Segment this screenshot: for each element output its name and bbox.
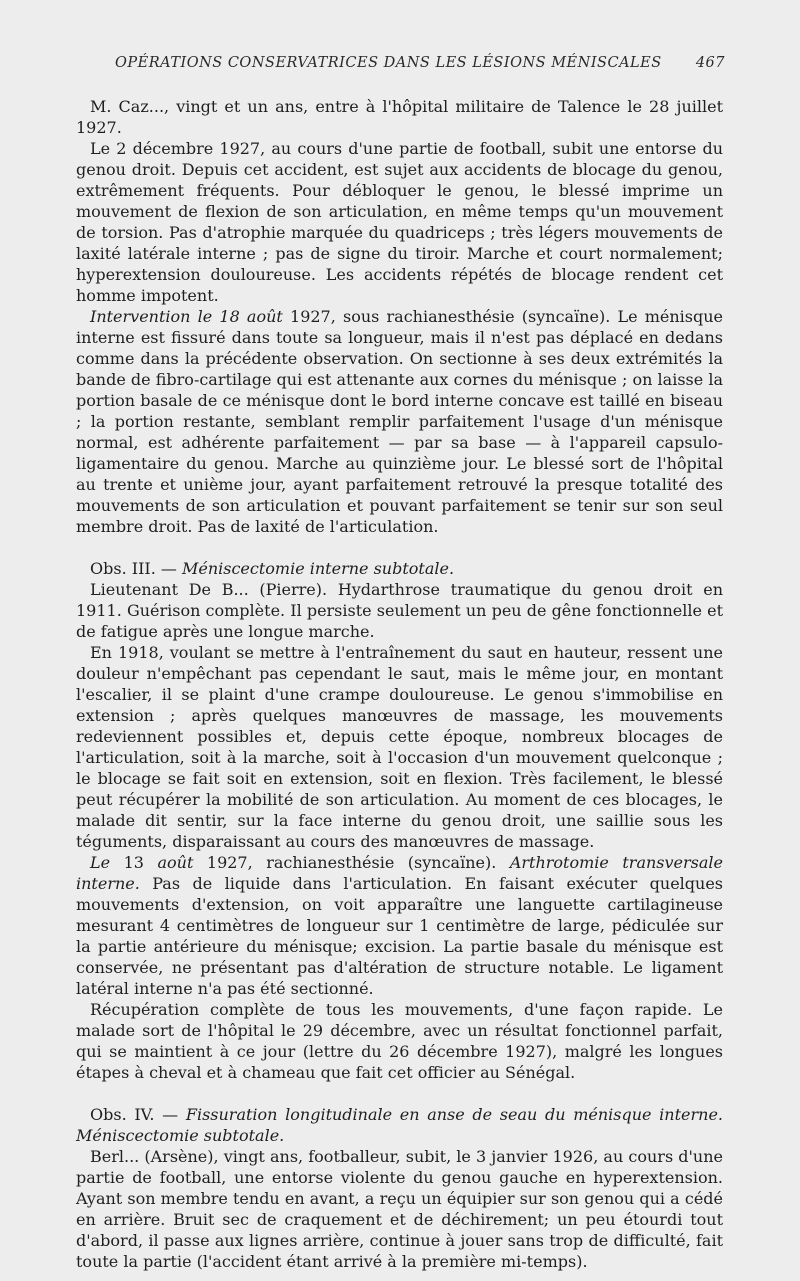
paragraph: Récupération complète de tous les mouvements, d'une façon rapide. Le malade sort de l'hôpital le 29 décembre, avec un résultat fonctionnel parfait, qui se maintient à ce jour (lettre du 26 décembre 1927), malgré les longues étapes à cheval et à chameau que fait cet officier au Sénégal. [76,1000,723,1082]
paragraph [76,852,723,999]
paragraph: Berl... (Arsène), vingt ans, footballeur, subit, le 3 janvier 1926, au cours d'une partie de football, une entorse violente du genou gauche en hyperextension. Ayant son membre tendu en avant, a reçu un équipier sur son genou qui a cédé en arrière. Bruit sec de craquement et de déchirement; un peu étourdi tout d'abord, il passe aux lignes arrière, continue à jouer sans trop de difficulté, fait toute la partie (l'accident étant arrivé à la première mi-temps). [76,1147,723,1271]
italic-text: 18 août [219,307,283,326]
paragraph [76,306,723,537]
paragraph-text: 1927, sous rachianesthésie (syncaïne). Le ménisque interne est fissuré dans toute sa longueur, mais il n'est pas déplacé en dedans comme dans la précédente observation. On sectionne à ses deux extrémités la bande de fibro-cartilage qui est attenante aux cornes du ménisque ; on laisse la portion basale de ce ménisque dont le bord interne concave est taillé en biseau ; la portion restante, semblant remplir parfaitement l'usage d'un ménisque normal, est adhérente parfaitement — par sa base — à l'appareil capsulo-ligamentaire du genou. Marche au quinzième jour. Le blessé sort de l'hôpital au trente et unième jour, ayant parfaitement retrouvé la presque totalité des mouvements de son articulation et pouvant parfaitement se tenir sur son seul membre droit. Pas de laxité de l'articulation. [76,307,724,536]
observation-title: Méniscectomie interne subtotale. [181,559,455,578]
paragraph-text: 1927, rachianesthésie (syncaïne). [193,853,510,872]
observation-title: Fissuration longitudinale en anse de seau du ménisque interne. Méniscectomie subtotale. [76,1105,724,1145]
paragraph: Lieutenant De B... (Pierre). Hydarthrose traumatique du genou droit en 1911. Guérison complète. Il persiste seulement un peu de gêne fonctionnelle et de fatigue après une longue marche. [76,580,723,641]
body-text [76,96,723,1272]
page-number: 467 [695,55,725,71]
paragraph: Le 2 décembre 1927, au cours d'une partie de football, subit une entorse du genou droit. Depuis cet accident, est sujet aux accidents de blocage du genou, extrêmement fréquents. Pour débloquer le genou, le blessé imprime un mouvement de flexion de son articulation, en même temps qu'un mouvement de torsion. Pas d'atrophie marquée du quadriceps ; très légers mouvements de laxité latérale interne ; pas de signe du tiroir. Marche et court normalement; hyperextension douloureuse. Les accidents répétés de blocage rendent cet homme impotent. [76,139,723,305]
italic-text: Arthrotomie transversale interne. [76,853,723,893]
italic-text: Le [90,853,111,872]
running-header [115,55,725,71]
italic-text: Intervention le [90,307,213,326]
observation-label: Obs. III. — [90,559,182,578]
paragraph: M. Caz..., vingt et un ans, entre à l'hôpital militaire de Talence le 28 juillet 1927. [76,97,723,137]
running-title: OPÉRATIONS CONSERVATRICES DANS LES LÉSIONS MÉNISCALES [115,55,662,71]
paragraph: En 1918, voulant se mettre à l'entraînement du saut en hauteur, ressent une douleur n'empêchant pas cependant le saut, mais le même jour, en montant l'escalier, il se plaint d'une crampe douloureuse. Le genou s'immobilise en extension ; après quelques manœuvres de massage, les mouvements redeviennent possibles et, depuis cette époque, nombreux blocages de l'articulation, soit à la marche, soit à l'occasion d'un mouvement quelconque ; le blocage se fait soit en extension, soit en flexion. Très facilement, le blessé peut récupérer la mobilité de son articulation. Au moment de ces blocages, le malade dit sentir, sur la face interne du genou droit, une saillie sous les téguments, disparaissant au cours des manœuvres de massage. [76,643,723,851]
observation-label: Obs. IV. — [90,1105,186,1124]
paragraph-text: Pas de liquide dans l'articulation. En faisant exécuter quelques mouvements d'extension, on voit apparaître une languette cartilagineuse mesurant 4 centimètres de longueur sur 1 centimètre de large, pédiculée sur la partie antérieure du ménisque; excision. La partie basale du ménisque est conservée, ne présentant pas d'altération de structure notable. Le ligament latéral interne n'a pas été sectionné. [76,874,723,998]
observation-heading [76,1104,723,1146]
italic-text: août [157,853,194,872]
observation-heading [76,558,723,579]
paragraph-text: 13 [110,853,158,872]
